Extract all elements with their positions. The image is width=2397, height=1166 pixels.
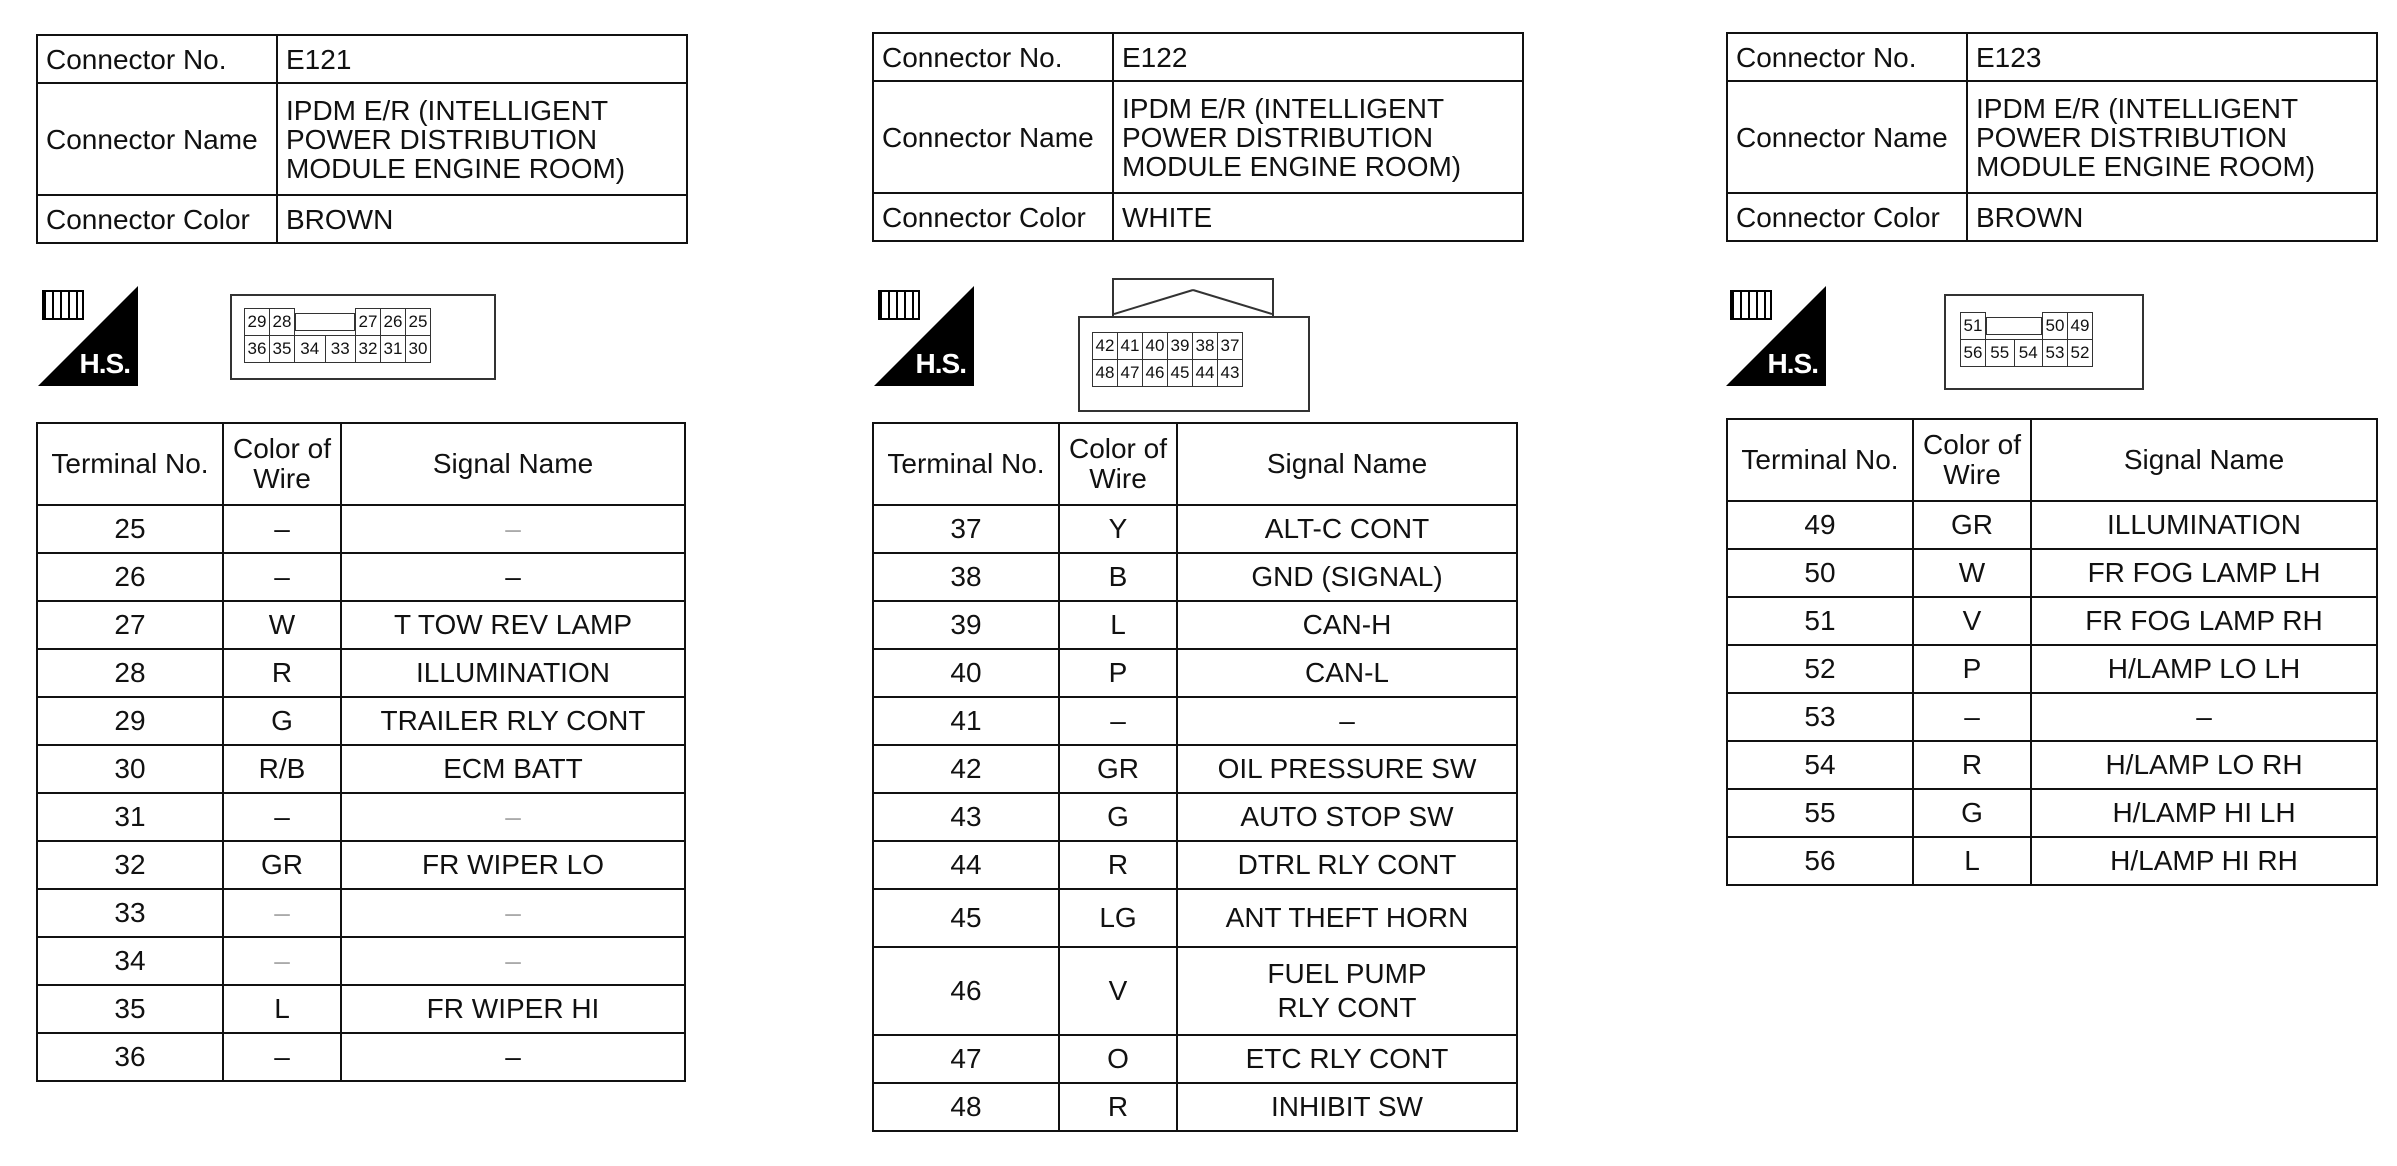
- pin: 27: [356, 309, 381, 336]
- terminal-no: 27: [37, 601, 223, 649]
- pin: 46: [1143, 360, 1168, 387]
- connector-info-table: [1726, 32, 2378, 242]
- connector-face-diagram: [1944, 294, 2144, 390]
- table-row: [37, 841, 685, 889]
- harness-side-icon: [38, 286, 138, 386]
- pin: 56: [1961, 340, 1986, 367]
- wire-color: GR: [1059, 745, 1177, 793]
- table-row: [873, 1083, 1517, 1131]
- signal-name: FR FOG LAMP LH: [2031, 549, 2377, 597]
- terminal-no: 32: [37, 841, 223, 889]
- connector-glyph-icon: [42, 290, 84, 320]
- wire-color: G: [1913, 789, 2031, 837]
- wire-color: –: [1059, 697, 1177, 745]
- hood-lines: [1114, 280, 1272, 320]
- wire-color: L: [1059, 601, 1177, 649]
- terminal-no: 43: [873, 793, 1059, 841]
- table-row: [37, 937, 685, 985]
- pin: 29: [245, 309, 270, 336]
- table-row: [1727, 693, 2377, 741]
- table-row: [1727, 789, 2377, 837]
- col-terminal-header: Terminal No.: [873, 423, 1059, 505]
- pin: 49: [2068, 313, 2093, 340]
- connector-face-diagram: [230, 294, 496, 380]
- hs-label: H.S.: [79, 348, 130, 379]
- signal-name: OIL PRESSURE SW: [1177, 745, 1517, 793]
- terminal-no: 38: [873, 553, 1059, 601]
- terminal-no: 54: [1727, 741, 1913, 789]
- wire-color: G: [1059, 793, 1177, 841]
- wire-color: R: [1913, 741, 2031, 789]
- wire-color: V: [1913, 597, 2031, 645]
- signal-name: FR WIPER HI: [341, 985, 685, 1033]
- wire-color: B: [1059, 553, 1177, 601]
- pin: 54: [2014, 340, 2043, 367]
- terminal-no: 52: [1727, 645, 1913, 693]
- terminal-rows: [873, 505, 1517, 1131]
- signal-name: DTRL RLY CONT: [1177, 841, 1517, 889]
- signal-name: –: [341, 793, 685, 841]
- terminal-no: 42: [873, 745, 1059, 793]
- terminal-no: 36: [37, 1033, 223, 1081]
- signal-name: FR WIPER LO: [341, 841, 685, 889]
- terminal-no: 49: [1727, 501, 1913, 549]
- terminal-no: 51: [1727, 597, 1913, 645]
- col-signal-header: Signal Name: [1177, 423, 1517, 505]
- terminal-no: 26: [37, 553, 223, 601]
- signal-name: INHIBIT SW: [1177, 1083, 1517, 1131]
- wire-color: P: [1913, 645, 2031, 693]
- pin: 32: [356, 336, 381, 363]
- wire-color: L: [223, 985, 341, 1033]
- pin: 47: [1118, 360, 1143, 387]
- signal-name: –: [2031, 693, 2377, 741]
- table-row: [873, 553, 1517, 601]
- pin: 50: [2043, 313, 2068, 340]
- signal-name: H/LAMP HI RH: [2031, 837, 2377, 885]
- pin: 41: [1118, 333, 1143, 360]
- connector-color-label: Connector Color: [1727, 193, 1967, 241]
- col-signal-header: Signal Name: [341, 423, 685, 505]
- connector-name-value: IPDM E/R (INTELLIGENT POWER DISTRIBUTION MODULE ENGINE ROOM): [277, 83, 687, 195]
- signal-name: ILLUMINATION: [341, 649, 685, 697]
- connector-name-label: Connector Name: [1727, 81, 1967, 193]
- terminal-no: 48: [873, 1083, 1059, 1131]
- table-row: [1727, 597, 2377, 645]
- table-row: [1727, 549, 2377, 597]
- pin: 52: [2068, 340, 2093, 367]
- table-row: [873, 649, 1517, 697]
- terminal-no: 46: [873, 947, 1059, 1035]
- wire-color: P: [1059, 649, 1177, 697]
- terminal-no: 53: [1727, 693, 1913, 741]
- signal-name: H/LAMP LO RH: [2031, 741, 2377, 789]
- connector-color-value: BROWN: [277, 195, 687, 243]
- col-color-header: Color of Wire: [1059, 423, 1177, 505]
- terminal-no: 47: [873, 1035, 1059, 1083]
- signal-name: –: [1177, 697, 1517, 745]
- table-row: [873, 889, 1517, 947]
- harness-side-icon: [874, 286, 974, 386]
- terminal-no: 40: [873, 649, 1059, 697]
- table-row: [37, 505, 685, 553]
- pin: 36: [245, 336, 270, 363]
- table-row: [1727, 645, 2377, 693]
- wire-color: Y: [1059, 505, 1177, 553]
- table-row: [37, 553, 685, 601]
- terminal-no: 44: [873, 841, 1059, 889]
- terminal-no: 55: [1727, 789, 1913, 837]
- terminal-no: 50: [1727, 549, 1913, 597]
- signal-name: H/LAMP HI LH: [2031, 789, 2377, 837]
- wire-color: L: [1913, 837, 2031, 885]
- connector-color-value: WHITE: [1113, 193, 1523, 241]
- pin: 40: [1143, 333, 1168, 360]
- signal-name: H/LAMP LO LH: [2031, 645, 2377, 693]
- terminal-no: 37: [873, 505, 1059, 553]
- table-row: [873, 841, 1517, 889]
- signal-name: ANT THEFT HORN: [1177, 889, 1517, 947]
- pin: 31: [381, 336, 406, 363]
- wire-color: –: [223, 1033, 341, 1081]
- wire-color: –: [1913, 693, 2031, 741]
- pin: 55: [1986, 340, 2015, 367]
- signal-name: CAN-H: [1177, 601, 1517, 649]
- table-row: [1727, 837, 2377, 885]
- terminal-no: 34: [37, 937, 223, 985]
- connector-color-label: Connector Color: [873, 193, 1113, 241]
- wire-color: GR: [223, 841, 341, 889]
- table-row: [37, 889, 685, 937]
- connector-name-label: Connector Name: [873, 81, 1113, 193]
- pin: 33: [325, 336, 356, 363]
- hs-label: H.S.: [915, 348, 966, 379]
- table-row: [37, 697, 685, 745]
- table-row: [873, 1035, 1517, 1083]
- col-terminal-header: Terminal No.: [1727, 419, 1913, 501]
- hs-label: H.S.: [1767, 348, 1818, 379]
- signal-name: –: [341, 553, 685, 601]
- table-row: [873, 745, 1517, 793]
- connector-no-label: Connector No.: [873, 33, 1113, 81]
- pin: 28: [270, 309, 295, 336]
- signal-name: –: [341, 505, 685, 553]
- signal-name: FUEL PUMP RLY CONT: [1177, 947, 1517, 1035]
- wire-color: –: [223, 937, 341, 985]
- signal-name: –: [341, 1033, 685, 1081]
- col-color-header: Color of Wire: [1913, 419, 2031, 501]
- pin: 51: [1961, 313, 1986, 340]
- table-row: [1727, 501, 2377, 549]
- wire-color: –: [223, 793, 341, 841]
- table-row: [1727, 741, 2377, 789]
- signal-name: AUTO STOP SW: [1177, 793, 1517, 841]
- terminal-no: 56: [1727, 837, 1913, 885]
- table-row: [37, 649, 685, 697]
- connector-no-label: Connector No.: [37, 35, 277, 83]
- terminal-no: 30: [37, 745, 223, 793]
- table-row: [873, 505, 1517, 553]
- pin: 39: [1168, 333, 1193, 360]
- table-row: [37, 601, 685, 649]
- pin: 34: [295, 336, 326, 363]
- signal-name: –: [341, 889, 685, 937]
- terminal-table: [872, 422, 1518, 1132]
- wire-color: R/B: [223, 745, 341, 793]
- terminal-no: 41: [873, 697, 1059, 745]
- wire-color: R: [1059, 1083, 1177, 1131]
- wire-color: W: [223, 601, 341, 649]
- table-row: [873, 697, 1517, 745]
- wire-color: GR: [1913, 501, 2031, 549]
- connector-no-value: E123: [1967, 33, 2377, 81]
- signal-name: TRAILER RLY CONT: [341, 697, 685, 745]
- signal-name: –: [341, 937, 685, 985]
- pin: 35: [270, 336, 295, 363]
- connector-no-value: E122: [1113, 33, 1523, 81]
- terminal-table: [36, 422, 686, 1082]
- wire-color: R: [1059, 841, 1177, 889]
- pin: 26: [381, 309, 406, 336]
- connector-name-value: IPDM E/R (INTELLIGENT POWER DISTRIBUTION MODULE ENGINE ROOM): [1113, 81, 1523, 193]
- terminal-no: 39: [873, 601, 1059, 649]
- col-terminal-header: Terminal No.: [37, 423, 223, 505]
- pin: 30: [406, 336, 431, 363]
- signal-name: ETC RLY CONT: [1177, 1035, 1517, 1083]
- terminal-no: 33: [37, 889, 223, 937]
- pin: 38: [1193, 333, 1218, 360]
- connector-no-label: Connector No.: [1727, 33, 1967, 81]
- wire-color: W: [1913, 549, 2031, 597]
- terminal-no: 35: [37, 985, 223, 1033]
- wire-color: V: [1059, 947, 1177, 1035]
- wire-color: –: [223, 889, 341, 937]
- pin: 48: [1093, 360, 1118, 387]
- terminal-rows: [1727, 501, 2377, 885]
- terminal-rows: [37, 505, 685, 1081]
- pin: 45: [1168, 360, 1193, 387]
- table-row: [873, 793, 1517, 841]
- signal-name: ALT-C CONT: [1177, 505, 1517, 553]
- wire-color: LG: [1059, 889, 1177, 947]
- col-signal-header: Signal Name: [2031, 419, 2377, 501]
- terminal-no: 25: [37, 505, 223, 553]
- signal-name: ECM BATT: [341, 745, 685, 793]
- wire-color: –: [223, 505, 341, 553]
- connector-color-label: Connector Color: [37, 195, 277, 243]
- signal-name: GND (SIGNAL): [1177, 553, 1517, 601]
- connector-glyph-icon: [878, 290, 920, 320]
- signal-name: T TOW REV LAMP: [341, 601, 685, 649]
- wire-color: O: [1059, 1035, 1177, 1083]
- connector-no-value: E121: [277, 35, 687, 83]
- connector-name-value: IPDM E/R (INTELLIGENT POWER DISTRIBUTION MODULE ENGINE ROOM): [1967, 81, 2377, 193]
- connector-info-table: [872, 32, 1524, 242]
- terminal-no: 45: [873, 889, 1059, 947]
- table-row: [37, 985, 685, 1033]
- col-color-header: Color of Wire: [223, 423, 341, 505]
- latch-slot: [295, 309, 356, 336]
- pin: 25: [406, 309, 431, 336]
- table-row: [37, 1033, 685, 1081]
- table-row: [37, 793, 685, 841]
- pin: 53: [2043, 340, 2068, 367]
- signal-name: ILLUMINATION: [2031, 501, 2377, 549]
- terminal-no: 28: [37, 649, 223, 697]
- connector-glyph-icon: [1730, 290, 1772, 320]
- pin: 37: [1218, 333, 1243, 360]
- terminal-no: 31: [37, 793, 223, 841]
- terminal-table: [1726, 418, 2378, 886]
- harness-side-icon: [1726, 286, 1826, 386]
- connector-name-label: Connector Name: [37, 83, 277, 195]
- latch-slot: [1986, 313, 2043, 340]
- signal-name: CAN-L: [1177, 649, 1517, 697]
- pin: 43: [1218, 360, 1243, 387]
- wire-color: G: [223, 697, 341, 745]
- table-row: [873, 947, 1517, 1035]
- wire-color: R: [223, 649, 341, 697]
- table-row: [873, 601, 1517, 649]
- terminal-no: 29: [37, 697, 223, 745]
- pin: 44: [1193, 360, 1218, 387]
- pin: 42: [1093, 333, 1118, 360]
- table-row: [37, 745, 685, 793]
- wire-color: –: [223, 553, 341, 601]
- connector-lock-hood: [1112, 278, 1274, 320]
- connector-face-diagram: [1078, 316, 1310, 412]
- signal-name: FR FOG LAMP RH: [2031, 597, 2377, 645]
- connector-color-value: BROWN: [1967, 193, 2377, 241]
- connector-info-table: [36, 34, 688, 244]
